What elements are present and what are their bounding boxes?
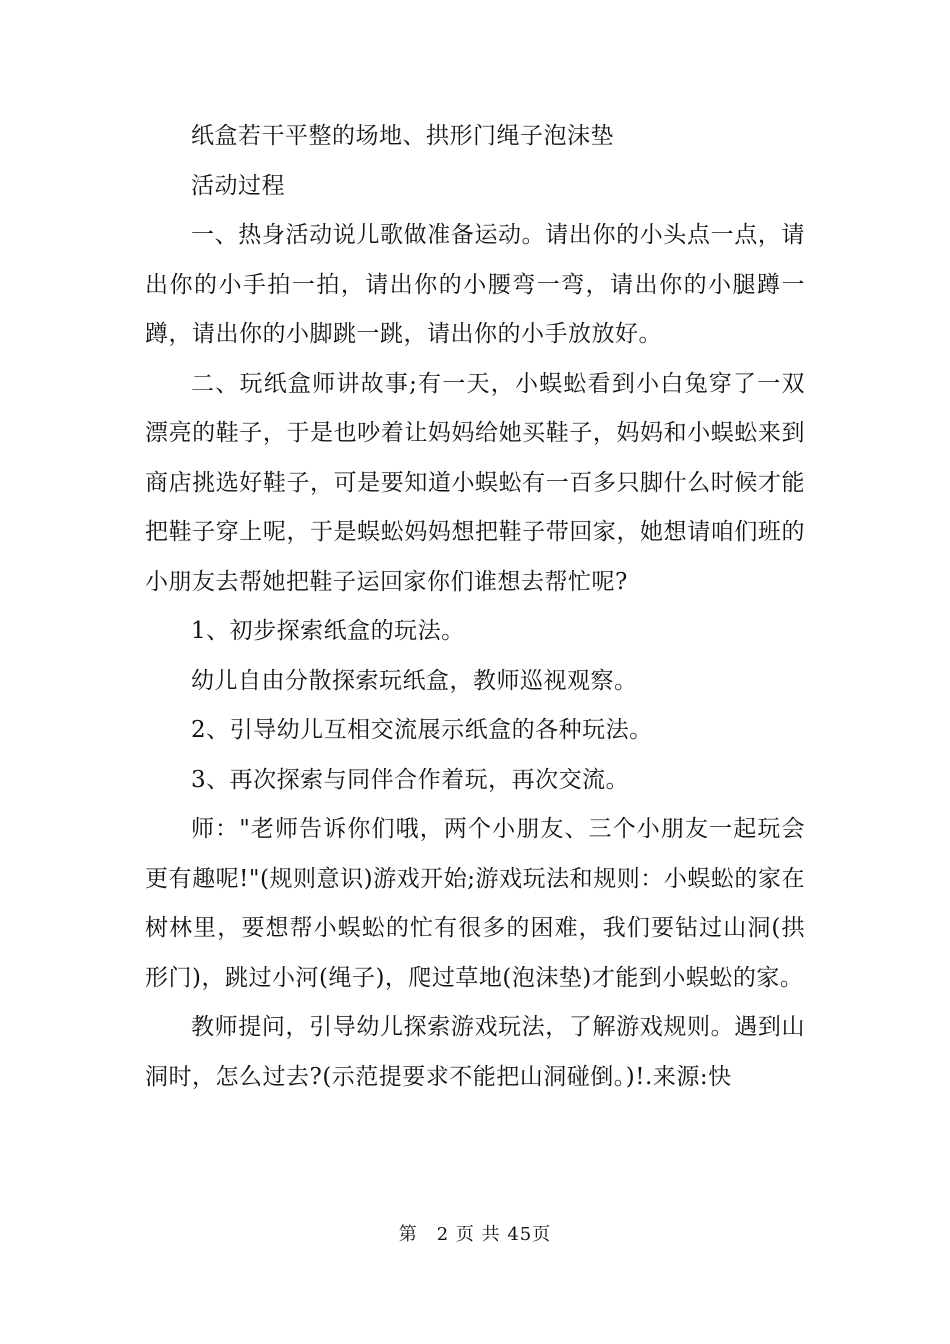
document-body [145,112,805,1102]
step-1-paragraph: 1、初步探索纸盒的玩法。 [191,618,465,644]
story-paragraph: 二、玩纸盒师讲故事;有一天，小蜈蚣看到小白兔穿了一双漂亮的鞋子，于是也吵着让妈妈给她买鞋子，妈妈和小蜈蚣来到商店挑选好鞋子，可是要知道小蜈蚣有一百多只脚什么时候才能把鞋子穿上呢，于是蜈蚣妈妈想把鞋子带回家，她想请咱们班的小朋友去帮她把鞋子运回家你们谁想去帮忙呢? [145,370,805,595]
page-number-footer: 第 2 页 共 45页 [398,1224,552,1245]
teacher-question-paragraph: 教师提问，引导幼儿探索游戏玩法，了解游戏规则。遇到山洞时，怎么过去?(示范提要求不能把山洞碰倒。)!.来源:快 [145,1014,805,1090]
materials-paragraph: 纸盒若干平整的场地、拱形门绳子泡沫垫 [191,123,614,149]
warmup-paragraph: 一、热身活动说儿歌做准备运动。请出你的小头点一点，请出你的小手拍一拍，请出你的小腰弯一弯，请出你的小腿蹲一蹲，请出你的小脚跳一跳，请出你的小手放放好。 [145,222,805,347]
teacher-rules-paragraph: 师："老师告诉你们哦，两个小朋友、三个小朋友一起玩会更有趣呢!"(规则意识)游戏开始;游戏玩法和规则：小蜈蚣的家在树林里，要想帮小蜈蚣的忙有很多的困难，我们要钻过山洞(拱形门)，跳过小河(绳子)，爬过草地(泡沫垫)才能到小蜈蚣的家。 [145,816,805,991]
section-heading-activity-process: 活动过程 [191,172,285,199]
step-3-paragraph: 3、再次探索与同伴合作着玩，再次交流。 [191,766,630,793]
step-2-paragraph: 2、引导幼儿互相交流展示纸盒的各种玩法。 [191,717,653,743]
free-explore-paragraph: 幼儿自由分散探索玩纸盒，教师巡视观察。 [191,667,638,694]
